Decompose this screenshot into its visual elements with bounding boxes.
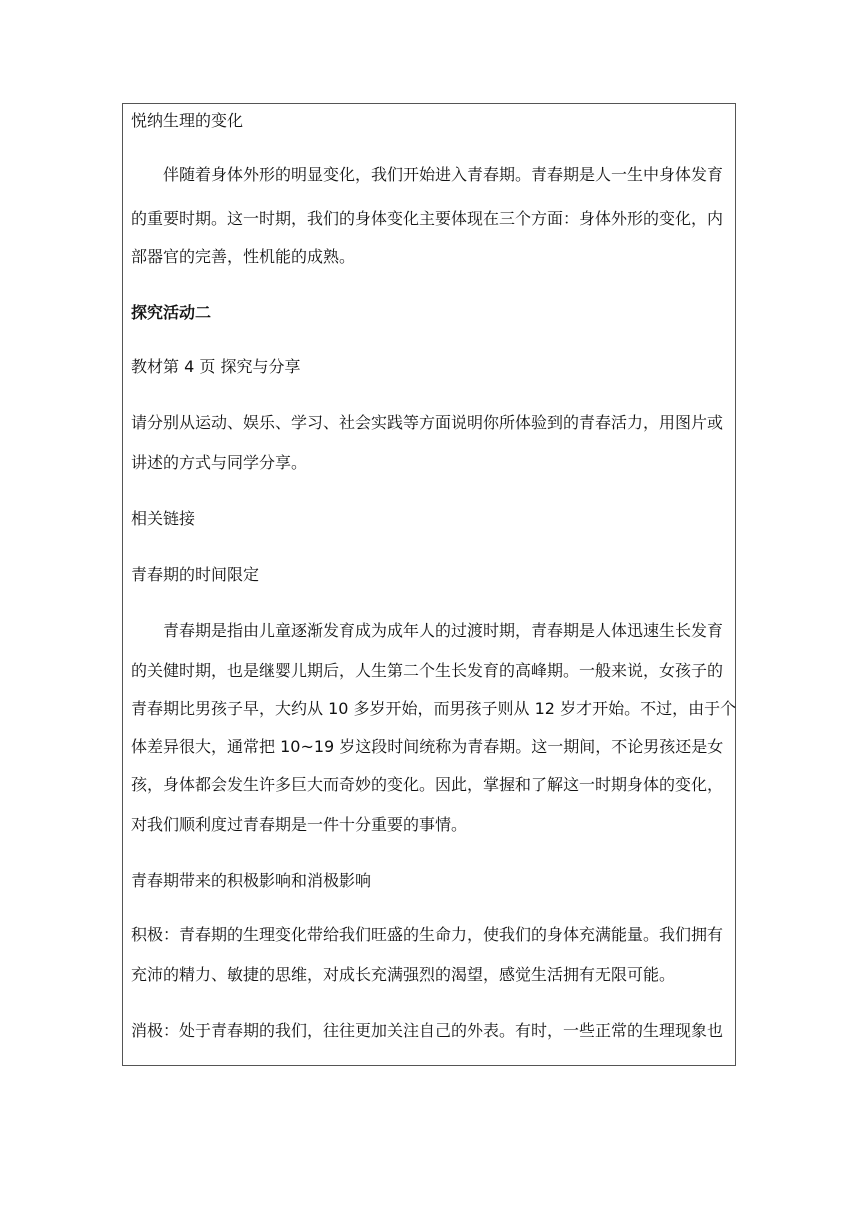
paragraph-line: 体差异很大，通常把 10~19 岁这段时间统称为青春期。这一期间，不论男孩还是女 — [131, 737, 724, 756]
content-frame — [122, 103, 736, 1066]
paragraph-line: 对我们顺利度过青春期是一件十分重要的事情。 — [131, 815, 468, 834]
paragraph-line: 伴随着身体外形的明显变化，我们开始进入青春期。青春期是人一生中身体发育 — [163, 165, 724, 184]
subheading: 青春期带来的积极影响和消极影响 — [131, 871, 372, 890]
textbook-reference: 教材第 4 页 探究与分享 — [131, 357, 301, 376]
paragraph-line: 部器官的完善，性机能的成熟。 — [131, 247, 356, 266]
paragraph-line: 讲述的方式与同学分享。 — [131, 453, 308, 472]
section-title: 悦纳生理的变化 — [131, 111, 244, 130]
paragraph-line: 消极：处于青春期的我们，往往更加关注自己的外表。有时，一些正常的生理现象也 — [131, 1021, 724, 1040]
paragraph-line: 青春期是指由儿童逐渐发育成为成年人的过渡时期，青春期是人体迅速生长发育 — [163, 621, 724, 640]
activity-heading: 探究活动二 — [131, 303, 212, 322]
subheading: 青春期的时间限定 — [131, 565, 260, 584]
paragraph-line: 请分别从运动、娱乐、学习、社会实践等方面说明你所体验到的青春活力，用图片或 — [131, 413, 724, 432]
paragraph-line: 的重要时期。这一时期，我们的身体变化主要体现在三个方面：身体外形的变化，内 — [131, 209, 724, 228]
paragraph-line: 孩，身体都会发生许多巨大而奇妙的变化。因此，掌握和了解这一时期身体的变化， — [131, 775, 724, 794]
paragraph-line: 青春期比男孩子早，大约从 10 多岁开始，而男孩子则从 12 岁才开始。不过，由于个 — [131, 699, 737, 718]
paragraph-line: 的关健时期，也是继婴儿期后，人生第二个生长发育的高峰期。一般来说，女孩子的 — [131, 661, 724, 680]
subheading: 相关链接 — [131, 509, 196, 528]
paragraph-line: 充沛的精力、敏捷的思维，对成长充满强烈的渴望，感觉生活拥有无限可能。 — [131, 965, 676, 984]
paragraph-line: 积极：青春期的生理变化带给我们旺盛的生命力，使我们的身体充满能量。我们拥有 — [131, 925, 724, 944]
